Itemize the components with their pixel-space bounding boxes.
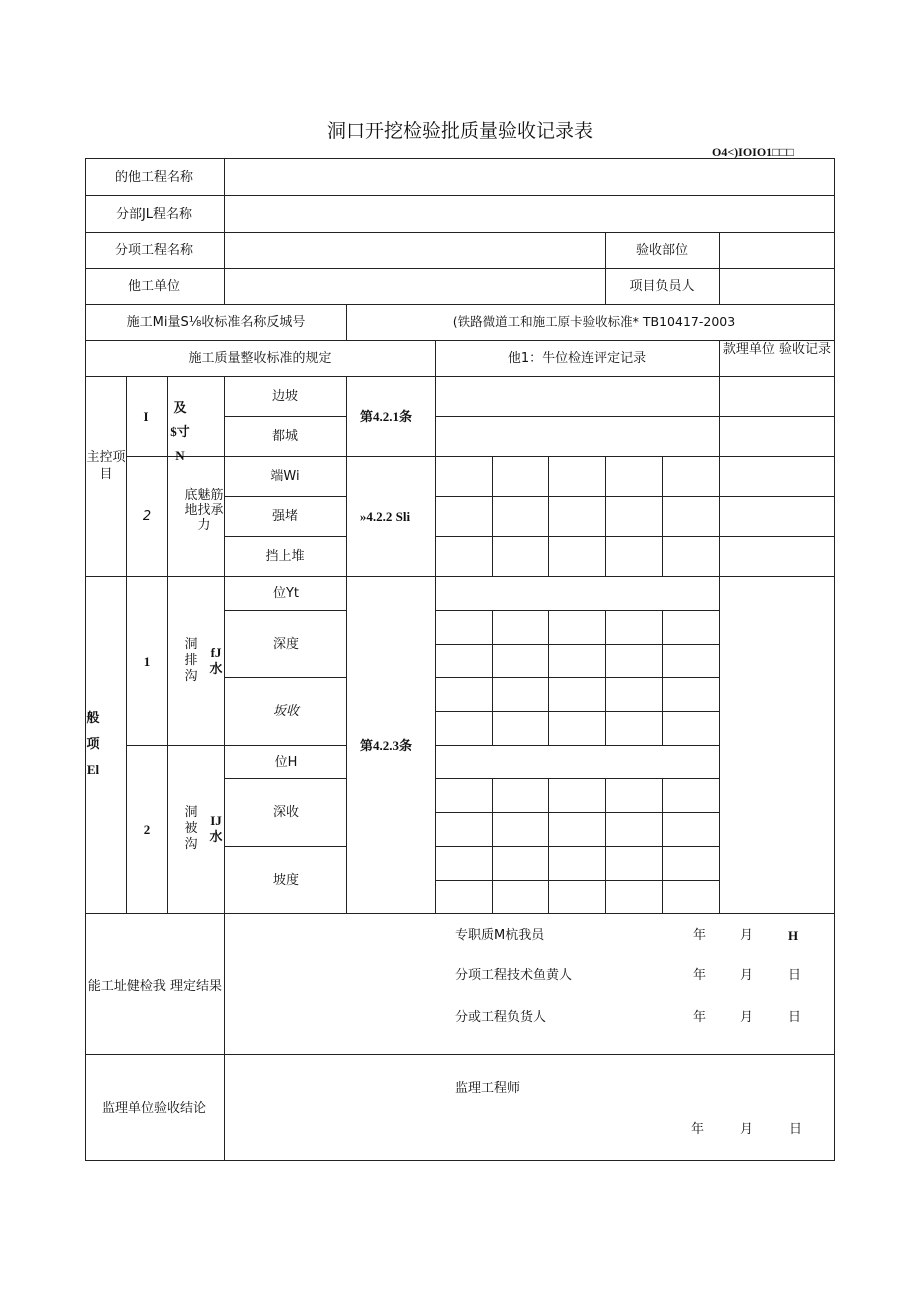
record-header: 他1：牛位检连评定记录: [507, 351, 647, 366]
date-year: 年: [693, 928, 707, 943]
main-group1-no: I: [143, 409, 149, 424]
subitem-label: 分项工程名称: [114, 243, 194, 258]
main-group1-name: 及$寸N: [170, 400, 190, 463]
general-item-pos2: 位H: [274, 755, 298, 770]
date-month: 月: [740, 1122, 754, 1137]
date-month: 月: [740, 968, 754, 983]
main-item-strong: 强堵: [271, 509, 299, 524]
general-group1-name2: fJ水: [209, 645, 223, 676]
tech-leader: 分项工程技术鱼黄人: [455, 968, 573, 983]
general-item-pos1: 位Yt: [272, 586, 300, 601]
main-item-slope: 边坡: [271, 389, 299, 404]
construct-unit-label: 他工单位: [127, 279, 181, 294]
general-group1-no: 1: [143, 654, 151, 669]
date-day: 日: [789, 1122, 803, 1137]
main-item-end: 端Wi: [270, 469, 300, 484]
main-item-city: 都城: [271, 429, 299, 444]
general-label: 般项El: [86, 710, 100, 777]
supervision-label: 监理单位验收结论: [101, 1101, 207, 1116]
standard-value: (铁路微道工和施工原卡验收标准* TB10417-2003: [452, 314, 736, 329]
general-group2-no: 2: [143, 822, 151, 837]
result-label: 能工址健检我 理定结果: [87, 979, 223, 994]
main-control-label: 主控项目: [86, 450, 126, 482]
general-item-slope1: 坂收: [272, 704, 300, 719]
main-clause-2: »4.2.2 Sli: [359, 509, 411, 524]
general-item-depth1: 深度: [272, 637, 300, 652]
spec-header: 施工质量整收标准的规定: [188, 351, 332, 366]
general-group1-name: 洞排沟: [184, 637, 198, 684]
supervision-engineer: 监理工程师: [455, 1081, 521, 1096]
general-item-depth2: 深收: [272, 805, 300, 820]
inspect-part-label: 验收部位: [635, 243, 689, 258]
date-year: 年: [693, 1010, 707, 1025]
page-title: 洞口开挖检验批质量验收记录表: [326, 120, 593, 142]
date-year: 年: [691, 1122, 705, 1137]
standard-label: 施工Mi量S⅛收标准名称反城号: [126, 315, 306, 330]
main-group2-name: 底魅筋地找承力: [184, 488, 224, 533]
date-year: 年: [693, 968, 707, 983]
division-label: 分部JL程名称: [115, 207, 193, 222]
project-leader-sign: 分或工程负货人: [455, 1010, 547, 1025]
main-group2-no: 2: [142, 509, 152, 524]
general-group2-name2: IJ水: [209, 813, 223, 844]
supervision-header: 款理单位 验收记录: [722, 342, 832, 357]
date-day: 日: [788, 968, 802, 983]
quality-inspector: 专职质M杭我员: [455, 928, 545, 943]
general-item-slope2: 坡度: [272, 873, 300, 888]
form-code: O4<)IOIO1□□□: [712, 145, 794, 159]
main-item-retaining: 挡上堆: [265, 549, 305, 564]
project-leader-label: 项目负员人: [629, 279, 695, 294]
general-clause: 第4.2.3条: [359, 738, 413, 753]
date-month: 月: [740, 928, 754, 943]
general-group2-name: 洞被沟: [184, 805, 198, 852]
date-month: 月: [740, 1010, 754, 1025]
date-day: H: [788, 928, 799, 943]
date-day: 日: [788, 1010, 802, 1025]
unit-project-label: 的他工程名称: [114, 170, 194, 185]
main-clause-1: 第4.2.1条: [359, 409, 413, 424]
